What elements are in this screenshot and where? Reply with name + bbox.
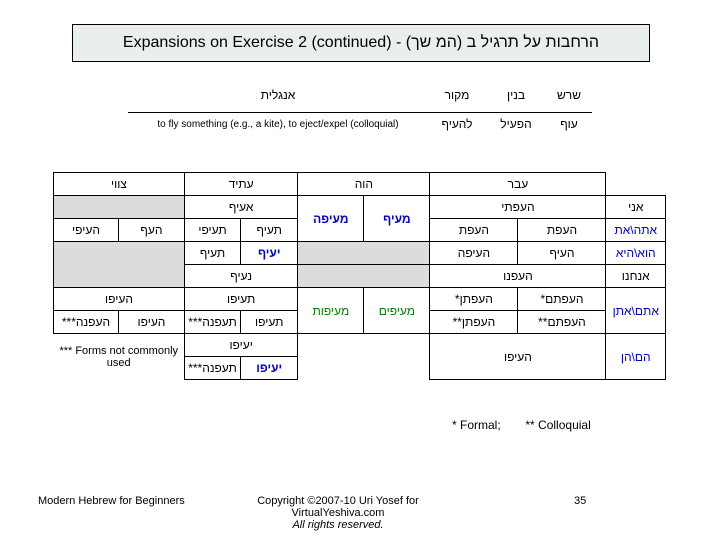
slide-title: Expansions on Exercise 2 (continued) - הרחבות על תרגיל ב (המ שך) [72,24,650,62]
header-future: עתיד [184,173,297,196]
past-aten-formal: העפתן* [430,288,518,311]
past-anachnu: העפנו [430,265,606,288]
root-value: עוף [560,117,578,131]
header-infinitive: מקור [428,78,486,113]
future-hu: יעיף [241,242,298,265]
pronoun-hem-hen: הם\הן [606,334,666,380]
footer-copyright [218,495,458,531]
future-atem-aten: תעיפו [184,288,297,311]
future-hen: תעפנה*** [184,357,240,380]
legend-formal: * Formal; [452,418,501,432]
pronoun-ata-at: אתה\את [606,219,666,242]
future-ata: תעיף [241,219,298,242]
past-atem-colloquial: העפתם** [518,311,606,334]
rare-forms-note: *** Forms not commonly used [59,344,179,369]
footer-course: Modern Hebrew for Beginners [38,495,185,507]
past-aten-colloquial: העפתן** [430,311,518,334]
header-past: עבר [430,173,606,196]
imperative-mp-fp: העיפו [54,288,185,311]
present-mp: מעיפים [364,288,430,334]
future-hi: תעיף [184,242,240,265]
verb-info-table [128,78,592,135]
header-imperative: צווי [54,173,185,196]
past-hi: העיפה [430,242,518,265]
pronoun-hu-hi: הוא\היא [606,242,666,265]
future-atem: תעיפו [241,311,298,334]
past-atem-formal: העפתם* [518,288,606,311]
english-meaning: to fly something (e.g., a kite), to eject/expel (colloquial) [157,118,399,130]
imperative-fp: העפנה*** [54,311,119,334]
infinitive-value: להעיף [441,117,473,131]
header-binyan: בנין [486,78,546,113]
future-hem-hen: יעיפו [184,334,297,357]
pronoun-atem-aten: אתם\אתן [606,288,666,334]
present-anachnu-blank [298,265,430,288]
footer-copyright-line1: Copyright ©2007-10 Uri Yosef for VirtualYeshiva.com [257,495,419,519]
header-present: הוה [298,173,430,196]
imperative-fs: העיפי [54,219,119,242]
future-anachnu: נעיף [184,265,297,288]
imperative-ms: העף [118,219,184,242]
future-ani: אעיף [184,196,297,219]
present-fp: מעיפות [298,288,364,334]
present-hu-blank [298,242,430,265]
imperative-mp: העיפו [118,311,184,334]
future-hem: יעיפו [241,357,298,380]
past-hem: העיפו [430,334,606,380]
header-english: אנגלית [128,78,428,113]
past-at: העפת [430,219,518,242]
future-aten: תעפנה*** [184,311,240,334]
imperative-ani-blank [54,196,185,219]
page-number: 35 [574,495,587,507]
imperative-hu-blank [54,242,185,288]
conjugation-table [53,172,666,380]
header-root: שרש [546,78,592,113]
binyan-value: הפעיל [500,117,532,131]
past-ata: העפת [518,219,606,242]
pronoun-ani: אני [606,196,666,219]
present-fs: מעיפה [298,196,364,242]
legend [452,418,591,432]
past-ani: העפתי [430,196,606,219]
past-hu: העיף [518,242,606,265]
pronoun-anachnu: אנחנו [606,265,666,288]
footer-copyright-line2: All rights reserved. [292,519,384,531]
future-at: תעיפי [184,219,240,242]
legend-colloquial: ** Colloquial [525,418,591,432]
present-ms: מעיף [364,196,430,242]
